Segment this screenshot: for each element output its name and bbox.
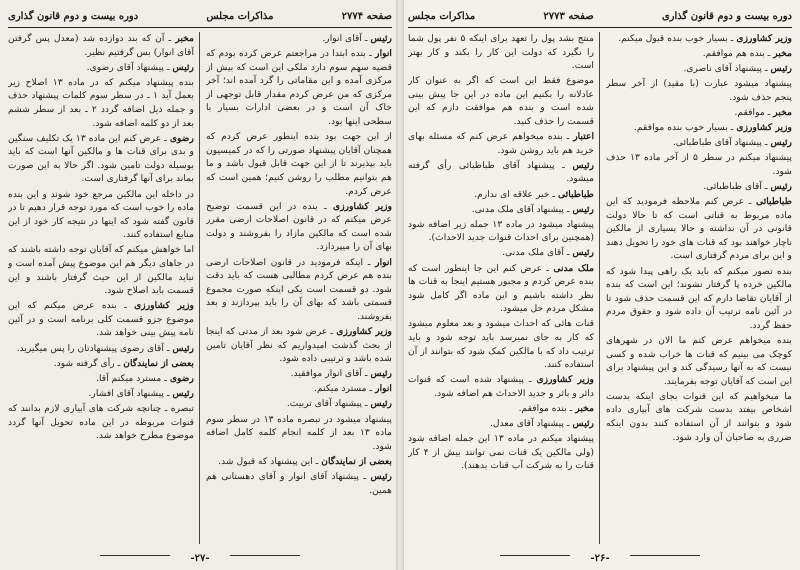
speaker-name: رضوی <box>169 132 194 144</box>
transcript-paragraph <box>606 77 792 104</box>
transcript-paragraph <box>206 470 392 497</box>
transcript-paragraph <box>206 200 392 254</box>
speaker-name: رئیس <box>572 203 594 215</box>
speech-text: ـ آقای انوار موافقید. <box>290 368 368 380</box>
right-page-title: مذاکرات مجلس <box>408 10 476 22</box>
speech-text: ـ بسیار خوب بنده قبول میکنم. <box>618 33 734 44</box>
transcript-paragraph <box>206 130 392 198</box>
transcript-paragraph <box>606 136 792 150</box>
book-gutter <box>396 0 404 570</box>
transcript-paragraph <box>606 47 792 61</box>
transcript-paragraph <box>606 195 792 263</box>
transcript-paragraph <box>8 61 194 75</box>
transcript-paragraph <box>408 130 594 157</box>
speaker-name: رئیس <box>370 470 392 482</box>
speaker-name: اعتبار <box>573 131 594 143</box>
speech-text: ـ اینکه فرمودید در قانون اصلاحات ارضی بنده هم عرض کردم مطالبی هست که باید دقت شود. دو قسمت است یکی اینکه صورت مجموع قسمتی باشد که بهای آن را باید بپردازند و بعد بفروشند. <box>206 256 392 322</box>
speech-text: تبصره ـ چنانچه شرکت های آبیاری لازم بدانند که قنوات مربوطه در این ماده تحویل آنها گردد موضوع مطرح خواهد شد. <box>8 402 194 442</box>
transcript-paragraph <box>408 373 594 400</box>
speech-text: ـ پیشنهاد آقای افشار. <box>88 387 170 399</box>
transcript-paragraph <box>8 32 194 59</box>
speech-text: ـ پیشنهاد آقای معدل. <box>490 418 570 430</box>
speaker-name: مخبر <box>773 106 792 118</box>
left-page-footer-number: -۲۷- <box>190 553 210 564</box>
speaker-name: ملک مدنی <box>553 262 594 274</box>
transcript-paragraph <box>606 265 792 333</box>
transcript-paragraph <box>408 417 594 431</box>
speaker-name: طباطبائی <box>756 196 792 208</box>
speech-text: ـ پیشنهاد آقای ملک مدنی. <box>471 203 570 215</box>
speech-text: ـ بنده هم موافقم. <box>702 48 771 60</box>
right-page-header <box>408 5 792 28</box>
speaker-name: رئیس <box>172 387 194 399</box>
transcript-paragraph <box>606 180 792 194</box>
speaker-name: طباطبائی <box>558 188 594 200</box>
transcript-paragraph <box>8 132 194 186</box>
speaker-name: وزیر کشاورزی <box>134 300 194 312</box>
transcript-paragraph <box>606 62 792 76</box>
speech-text: بنده پیشنهاد میکنم که در ماده ۱۳ اصلاح زیر بعمل آید ۱ ـ در سطر سوم کلمات پیشنهاد حذف و جمله ذیل اضافه گردد ۲ ـ بعد از سطر ششم بعد از دو کلمه اضافه شود. <box>8 76 194 129</box>
transcript-paragraph <box>408 262 594 316</box>
speech-text: بنده میخواهم عرض کنم ما الان در شهرهای کوچک می بینیم که قنات ها خراب شده و کسی نیست که به آنها رسیدگی کند و این پیشنهاد برای این است که آقایان توجه بفرمایند. <box>606 334 792 387</box>
speech-text: ـ مسترد میکنم آقا. <box>96 372 167 384</box>
speaker-name: انوار <box>375 48 392 60</box>
right-page-column-right <box>606 32 792 544</box>
speaker-name: رئیس <box>370 398 392 410</box>
transcript-paragraph <box>206 256 392 324</box>
left-page-title: مذاکرات مجلس <box>206 10 274 22</box>
speaker-name: انوار <box>375 383 392 395</box>
speech-text: ـ بنده میخواهم عرض کنم که مسئله بهای خرید هم باید روشن شود. <box>408 131 594 156</box>
speech-text: پیشنهاد میکنم در ماده ۱۳ این جمله اضافه شود (ولی مالکین یک قنات نمی توانند بیش از ۴ کار قنات را به شرکت آب قنات بدهند). <box>408 433 594 472</box>
speech-text: ـ آقای انوار. <box>322 33 368 44</box>
left-page-columns <box>8 32 392 544</box>
speech-text: در داخله این مالکین مرجع خود شوند و این بنده ماده را خوب است که مورد توجه قرار دهیم تا در قانون گفته شود که اینها در نتیجه کار خود از این منابع استفاده کنند. <box>8 188 194 241</box>
transcript-paragraph <box>206 325 392 366</box>
speaker-name: رئیس <box>770 137 792 149</box>
speech-text: ـ پیشنهاد آقای تربیت. <box>286 398 368 410</box>
speaker-name: رئیس <box>572 159 594 171</box>
speech-text: ـ عرض کنم این ماده ۱۳ یک تکلیف سنگین و بدی برای قنات ها و مالکین آنها است که باید بوسیله دولت تامین شود. اگر حالا به این صورت بماند برای آنها گرفتاری است. <box>8 132 194 185</box>
speech-text: ـ بنده موافقم. <box>518 402 573 414</box>
speaker-name: بعضی از نمایندگان <box>123 357 194 369</box>
left-page-session: دوره بیست و دوم قانون گذاری <box>8 10 139 22</box>
speaker-name: رئیس <box>172 342 194 354</box>
transcript-paragraph <box>8 372 194 386</box>
right-page-footer-number: -۲۶- <box>590 553 610 564</box>
transcript-paragraph <box>8 299 194 340</box>
transcript-paragraph <box>8 402 194 443</box>
speaker-name: رئیس <box>572 247 594 259</box>
speech-text: ـ آقای رضوی پیشنهادتان را پس میگیرید. <box>16 342 170 354</box>
speech-text: ـ عرض کنم ملاحظه فرمودید که این ماده مربوط به قناتی است که تا حالا دولت قانونی در آن نداشته و حالا بسیاری از مالکین ناچار خواهند بود که قنات های خود را تحویل دهند و این برای مردم گرفتاری است. <box>606 196 792 262</box>
speech-text: ـ خیر علاقه ای ندارم. <box>474 188 556 200</box>
speaker-name: رئیس <box>770 63 792 75</box>
left-page-header <box>8 5 392 28</box>
transcript-paragraph <box>408 188 594 202</box>
speech-text: موضوع فقط این است که اگر به عنوان کار عادلانه را بکنیم این ماده در این جا پیش بینی شده است و بنده هم موافقت دارم که این قسمت را حذف کنید. <box>408 75 594 128</box>
left-page-number: صفحه ۲۷۷۴ <box>341 10 392 22</box>
speech-text: ـ عرض شود بعد از مدتی که اینجا از بحث گذشت امیدواریم که نظر آقایان تامین شده باشد و ترتیبی داده شود. <box>206 325 392 365</box>
transcript-paragraph <box>606 32 792 46</box>
transcript-paragraph <box>408 159 594 186</box>
right-page-column-left <box>408 32 594 544</box>
speech-text: ـ موافقم. <box>734 106 771 118</box>
right-page-number: صفحه ۲۷۷۳ <box>543 10 594 22</box>
transcript-paragraph <box>606 334 792 388</box>
transcript-paragraph <box>8 243 194 297</box>
transcript-paragraph <box>206 413 392 454</box>
speech-text: ـ بنده عرض میکنم که این موضوع جزو قسمت کلی برنامه است و در آئین نامه پیش بینی خواهد شد. <box>8 300 194 339</box>
transcript-paragraph <box>206 32 392 46</box>
speaker-name: رئیس <box>370 33 392 44</box>
speech-text: پیشنهاد میشود در ماده ۱۳ جمله زیر اضافه شود (همچنین برای احداث قنوات جدید الاحداث). <box>408 218 594 244</box>
left-page-column-left <box>8 32 194 544</box>
transcript-paragraph <box>206 47 392 129</box>
transcript-paragraph <box>8 76 194 130</box>
column-divider <box>199 32 200 544</box>
transcript-paragraph <box>206 455 392 469</box>
right-page-columns <box>408 32 792 544</box>
speech-text: پیشنهاد میشود عبارت (با مقید) از آخر سطر پنجم حذف شود. <box>606 78 792 103</box>
speech-text: منتج بشد پول را تعهد برای اینکه ۵ نفر پول شما را نگیرد که دولت این کار را بکند و کار بهتر است. <box>408 33 594 72</box>
right-page-session: دوره بیست و دوم قانون گذاری <box>661 10 792 22</box>
speaker-name: رئیس <box>572 418 594 430</box>
column-divider <box>599 32 600 544</box>
transcript-paragraph <box>8 357 194 371</box>
speaker-name: وزیر کشاورزی <box>736 33 792 44</box>
speech-text: ـ پیشنهاد آقای ناصری. <box>683 63 768 75</box>
speech-text: از این جهت بود بنده اینطور عرض کردم که همچنان آقایان پیشنهاد صورتی را که در کمیسیون باید بپذیرند تا از این جهت قابل قبول باشد و ما هم بتوانیم مطلب را روشن کنیم؛ همین است که عرض کردم. <box>206 131 392 197</box>
transcript-paragraph <box>8 387 194 401</box>
speaker-name: رئیس <box>370 368 392 380</box>
speech-text: اما خواهش میکنم که آقایان توجه داشته باشند که در جاهای دیگر هم این موضوع پیش آمده است و نباید مالکین از این حیث گرفتار باشند و این قسمت باید اصلاح شود. <box>8 244 194 297</box>
transcript-paragraph <box>408 317 594 371</box>
speaker-name: مخبر <box>175 33 194 44</box>
transcript-paragraph <box>206 397 392 411</box>
speech-text: ـ پیشنهاد آقای طباطبائی. <box>672 137 768 149</box>
speaker-name: وزیر کشاورزی <box>736 122 792 134</box>
transcript-paragraph <box>408 246 594 260</box>
transcript-paragraph <box>408 218 594 245</box>
right-page <box>400 0 800 570</box>
speech-text: ـ پیشنهاد آقای رضوی. <box>86 61 170 73</box>
speech-text: ـ بسیار خوب بنده موافقم. <box>634 122 734 134</box>
transcript-paragraph <box>606 121 792 135</box>
speaker-name: وزیر کشاورزی <box>333 200 392 212</box>
speaker-name: مخبر <box>773 48 792 60</box>
transcript-paragraph <box>8 188 194 242</box>
speech-text: پیشنهاد میکنم در سطر ۵ از آخر ماده ۱۳ حذف شود. <box>606 152 792 177</box>
speech-text: پیشنهاد میشود در تبصره ماده ۱۳ در سطر سوم ماده ۱۳ بعد از کلمه انجام کلمه کامل اضافه شود. <box>206 413 392 452</box>
transcript-paragraph <box>408 32 594 73</box>
speech-text: ـ بنده در این قسمت توضیح عرض میکنم که در قانون اصلاحات ارضی مقرر شده است که مالکین مازاد را بفروشند و دولت بهای آن را میپردازد. <box>206 200 392 253</box>
speech-text: ـ رأی گرفته شود. <box>53 357 121 369</box>
speaker-name: انوار <box>375 256 392 268</box>
speaker-name: رئیس <box>172 61 194 73</box>
speech-text: ـ آقای طباطبائی. <box>703 180 768 192</box>
transcript-paragraph <box>606 151 792 178</box>
speaker-name: مخبر <box>575 402 594 414</box>
transcript-paragraph <box>606 390 792 444</box>
speech-text: ـ پیشنهاد آقای انوار و آقای دهستانی هم همین. <box>206 470 392 496</box>
transcript-paragraph <box>408 203 594 217</box>
speech-text: ـ آقای ملک مدنی. <box>502 247 570 259</box>
speaker-name: بعضی از نمایندگان <box>321 455 392 467</box>
speech-text: ـ این پیشنهاد که قبول شد. <box>218 455 319 467</box>
left-page-column-right <box>206 32 392 544</box>
speech-text: قنات هائی که احداث میشود و بعد معلوم میشود که کار به جای نمیرسد باید توجه شود و باید ترتیب داد که با مالکین کمک شود که بتوانند از آن استفاده کنند. <box>408 318 594 371</box>
speech-text: ـ پیشنهاد آقای طباطبائی رأی گرفته میشود. <box>408 159 594 185</box>
transcript-paragraph <box>8 342 194 356</box>
transcript-paragraph <box>408 74 594 128</box>
speech-text: بنده تصور میکنم که باید یک راهی پیدا شود که مالکین خرده پا گرفتار نشوند؛ این است که بنده از آقایان تقاضا دارم که این قسمت حذف شود تا در آئین نامه ترتیب آن داده شود و حقوق مردم حفظ گردد. <box>606 265 792 331</box>
transcript-paragraph <box>606 106 792 120</box>
speech-text: ـ آن که بند دوازده شد (معدل پس گرفتن آقای انوار) بس گرفتیم نظیر. <box>8 33 194 58</box>
transcript-paragraph <box>408 432 594 473</box>
speaker-name: وزیر کشاورزی <box>536 374 594 386</box>
speaker-name: رئیس <box>770 180 792 192</box>
speech-text: ـ پیشنهاد شده است که قنوات دائر و بائر و جدید الاحداث هم اضافه شود. <box>408 374 594 399</box>
speech-text: ـ مسترد میکنم. <box>314 383 373 395</box>
transcript-paragraph <box>408 402 594 416</box>
speaker-name: رضوی <box>169 372 194 384</box>
speech-text: ما میخواهیم که این قنوات بجای اینکه بدست اشخاص بیفتد بدست شرکت های آبیاری داده شود و بتوانند از آن استفاده کنند بدون اینکه ضرری به صاحبان آن وارد شود. <box>606 390 792 443</box>
speech-text: ـ بنده ابتدا در مراجعتم عرض کرده بودم که قضیه سهم سوم دارد ملکی این است که بیش از مرکزی آمده و این مقاماتی را گرد آمده اند؛ آخر مرکزی که من عرض کردم مقدار قابل توجهی از خاک آن است و در بعضی ادارات بسیار با سطحی اینها بود. <box>206 48 392 128</box>
transcript-paragraph <box>206 382 392 396</box>
speaker-name: وزیر کشاورزی <box>336 325 392 337</box>
transcript-paragraph <box>206 367 392 381</box>
speech-text: ـ عرض کنم این جا اینطور است که بنده عرض کردم و مجبور هستیم اینجا به قنات ها نظر داشته باشیم و این ماده اگر کامل شود مشکل مردم حل میشود. <box>408 262 594 315</box>
